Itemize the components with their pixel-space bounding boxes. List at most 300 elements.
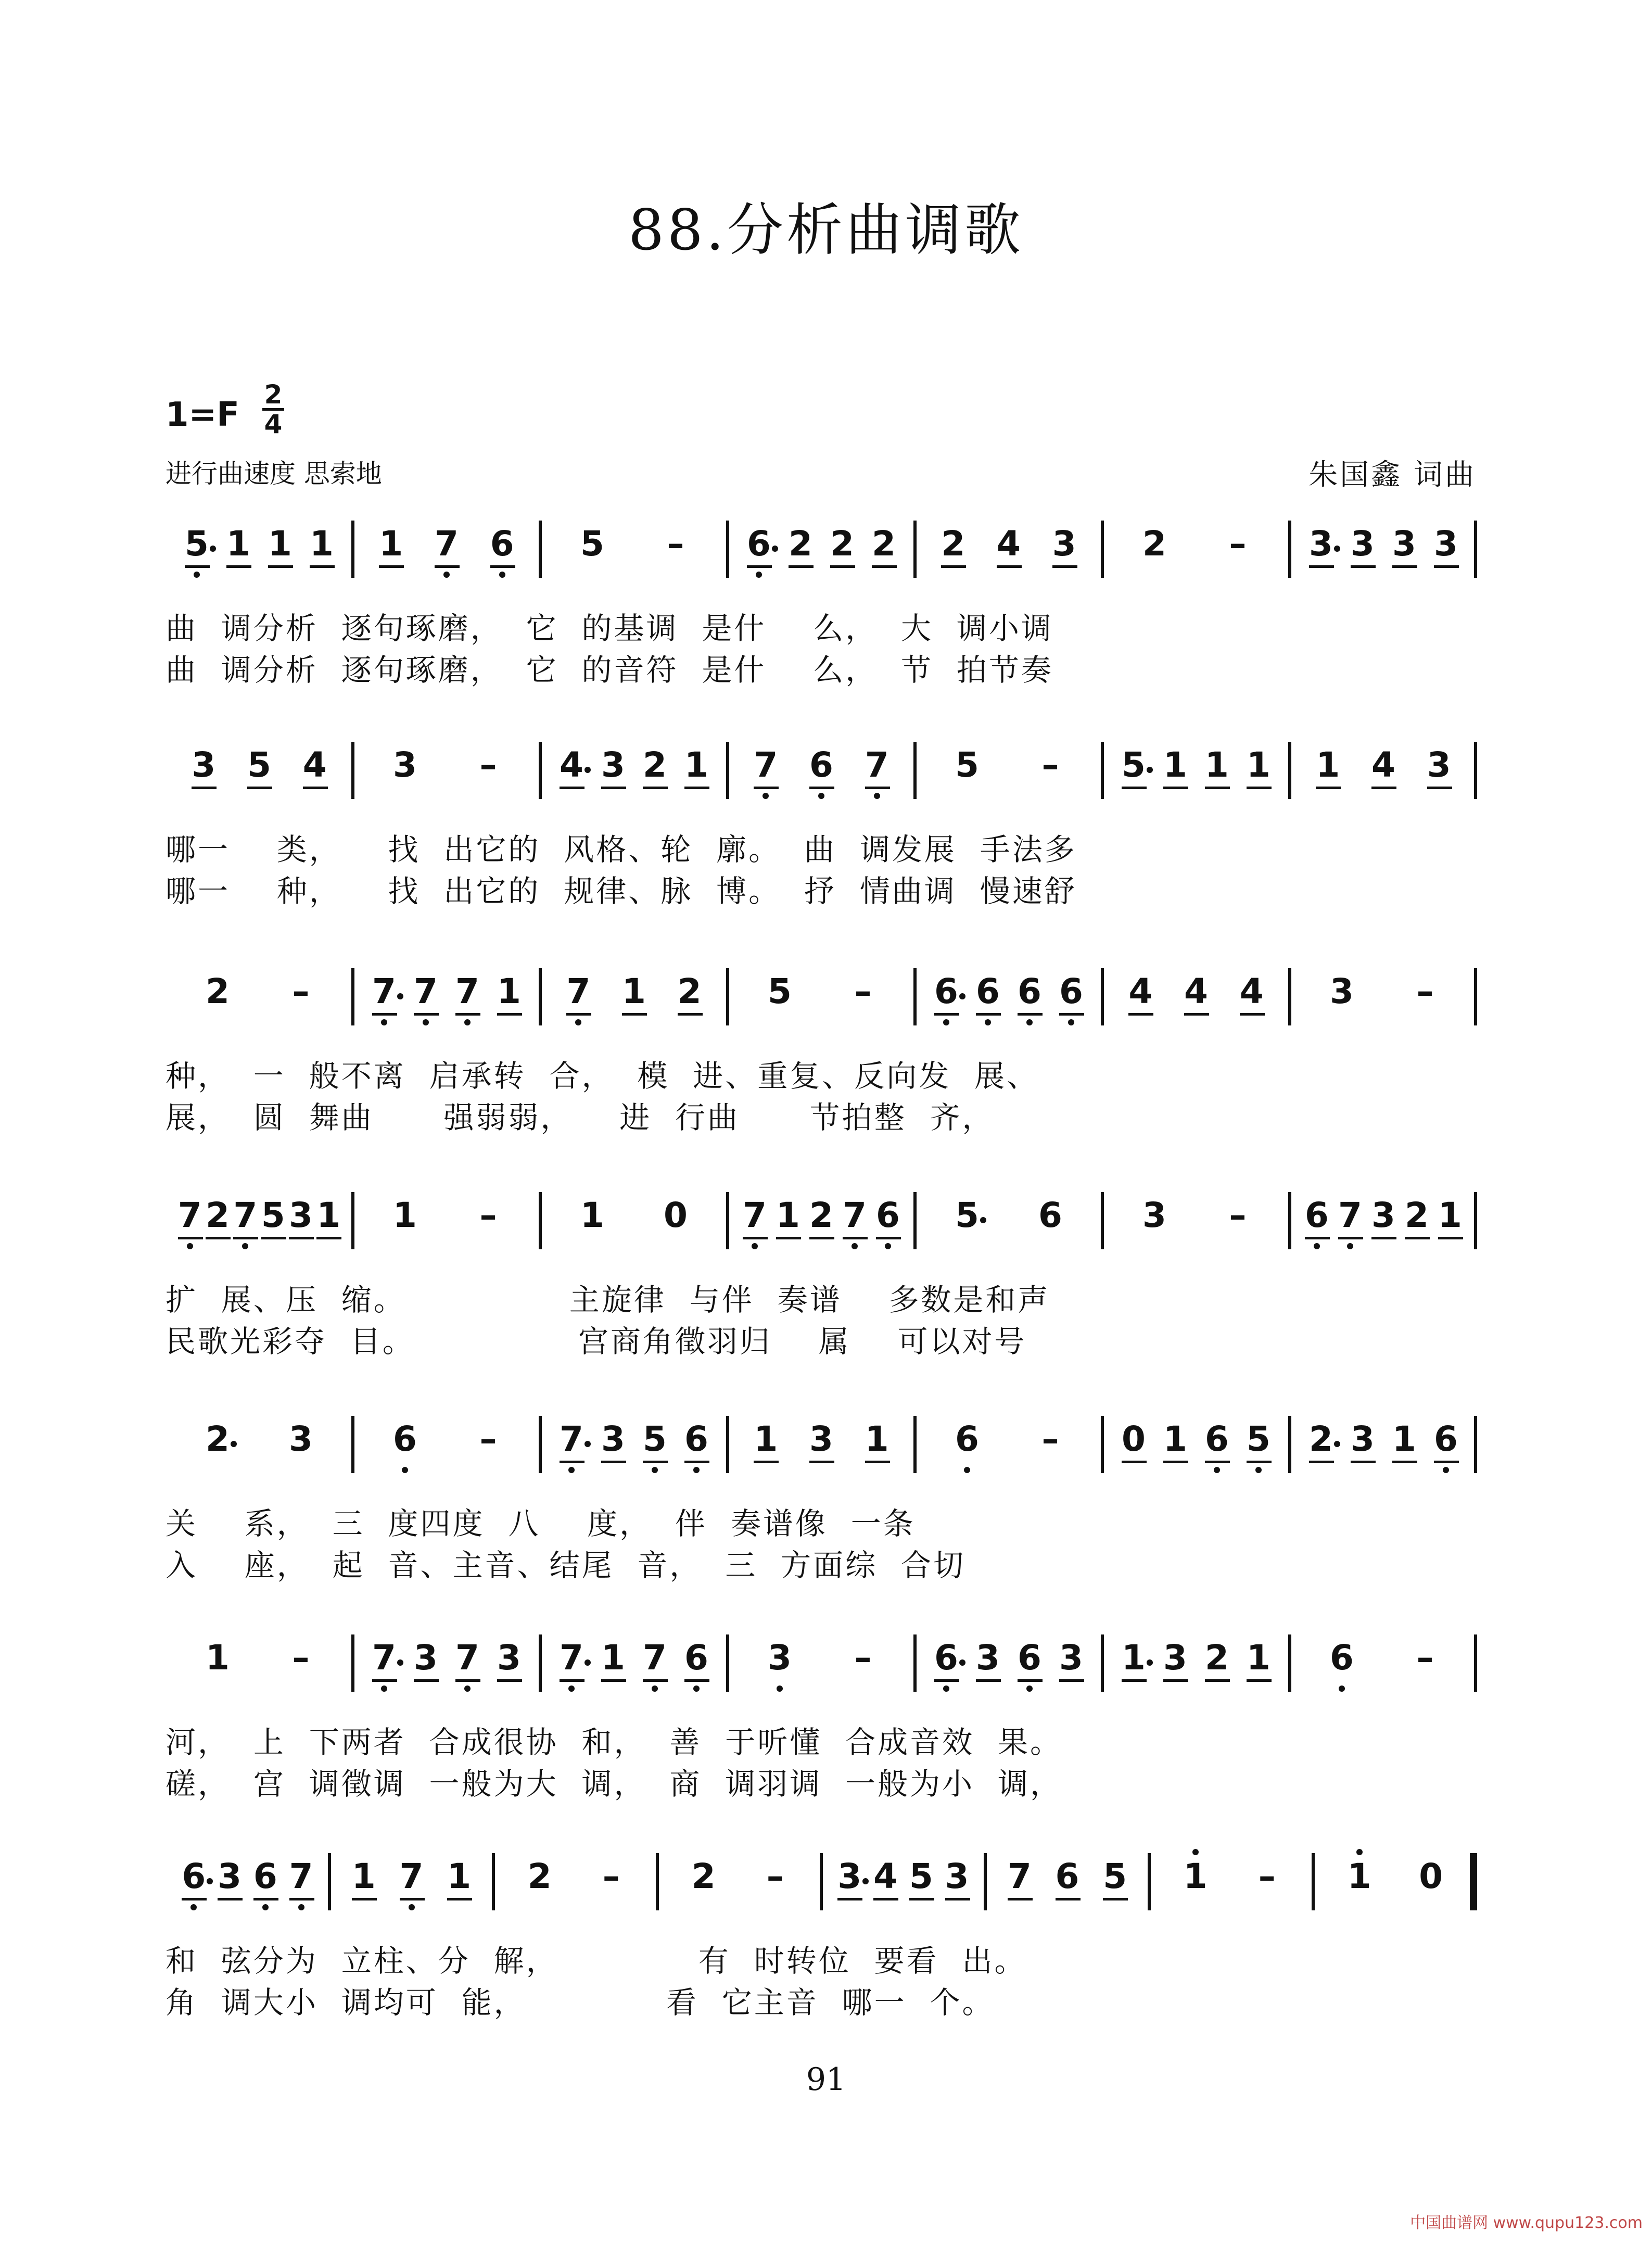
tempo-marking: 进行曲速度 思索地 [166, 459, 382, 489]
beam-underline [1309, 565, 1334, 568]
augmentation-dot [584, 767, 591, 773]
low-octave-dot [381, 1686, 387, 1692]
beam-underline [1247, 1679, 1272, 1682]
note: 4 [1128, 971, 1153, 1011]
score-system-2 [166, 742, 1477, 908]
note: 7 [1007, 1856, 1032, 1896]
low-octave-dot [818, 793, 824, 799]
barline [726, 968, 729, 1025]
barline [726, 1634, 729, 1692]
barline [913, 1416, 917, 1473]
barline [820, 1853, 823, 1910]
note: 7 [435, 524, 459, 564]
barline [1148, 1853, 1151, 1910]
low-octave-dot [1255, 1467, 1262, 1473]
low-octave-dot [464, 1019, 471, 1025]
beam-underline [876, 1237, 901, 1239]
low-octave-dot [443, 572, 450, 578]
note: 6 [747, 524, 771, 564]
lyrics-verse-2: 民歌光彩夺 目。 宫商角徵羽归 属 可以对号 [166, 1324, 1027, 1359]
note: 2 [206, 1195, 230, 1235]
dash-note: – [479, 745, 497, 785]
note: 7 [372, 1638, 396, 1678]
beam-underline [566, 1013, 591, 1016]
augmentation-dot [980, 1217, 986, 1223]
beam-underline [1371, 1237, 1396, 1239]
beam-underline [316, 1237, 341, 1239]
augmentation-dot [584, 1659, 591, 1666]
augmentation-dot [1334, 1441, 1340, 1447]
barline [726, 742, 729, 799]
low-octave-dot [852, 1243, 858, 1249]
low-octave-dot [1339, 1686, 1345, 1692]
beam-underline [233, 1237, 258, 1239]
augmentation-dot [1147, 1659, 1153, 1666]
note: 6 [1018, 971, 1041, 1011]
beam-underline [1392, 565, 1417, 568]
note: 3 [601, 1419, 625, 1459]
note: 7 [289, 1856, 313, 1896]
beam-underline [1052, 565, 1077, 568]
beam-underline [261, 1237, 286, 1239]
score-system-4 [166, 1192, 1477, 1359]
notation-row [166, 521, 1477, 578]
beam-underline [497, 1679, 522, 1682]
low-octave-dot [190, 1904, 197, 1910]
beam-underline [247, 787, 272, 789]
barline [1288, 742, 1291, 799]
augmentation-dot [1147, 767, 1153, 773]
dash-note: – [667, 524, 684, 564]
beam-underline [372, 1679, 397, 1682]
low-octave-dot [1314, 1243, 1320, 1249]
barline [539, 1416, 542, 1473]
note: 6 [809, 745, 833, 785]
note: 1 [684, 745, 708, 785]
dash-note: – [1416, 1638, 1434, 1678]
beam-underline [218, 1898, 243, 1900]
beam-underline [455, 1679, 480, 1682]
notation-row [166, 1634, 1477, 1692]
lyrics-verse-2: 展， 圆 舞曲 强弱弱， 进 行曲 节拍整 齐， [166, 1100, 995, 1135]
barline [1101, 1634, 1104, 1692]
note: 3 [1427, 745, 1451, 785]
note: 5 [909, 1856, 933, 1896]
low-octave-dot [763, 793, 769, 799]
barline [1474, 521, 1477, 578]
low-octave-dot [943, 1019, 949, 1025]
note: 6 [976, 971, 1000, 1011]
note: 7 [566, 971, 591, 1011]
beam-underline [945, 1898, 970, 1900]
note: 6 [490, 524, 514, 564]
lyrics-verse-2: 哪一 种， 找 出它的 规律、脉 博。 抒 情曲调 慢速舒 [166, 873, 1077, 909]
note: 6 [934, 971, 958, 1011]
note: 6 [1059, 971, 1083, 1011]
note: 1 [580, 1195, 604, 1235]
beam-underline [206, 1237, 231, 1239]
note: 1 [1316, 745, 1340, 785]
note: 6 [1018, 1638, 1041, 1678]
barline [726, 1416, 729, 1473]
note: 1 [206, 1638, 230, 1678]
barline [351, 742, 354, 799]
augmentation-dot [231, 1441, 237, 1447]
barline [913, 1192, 917, 1249]
beam-underline [414, 1679, 439, 1682]
beam-underline [809, 787, 834, 789]
note: 4 [997, 524, 1021, 564]
note: 1 [497, 971, 521, 1011]
beam-underline [873, 1898, 898, 1900]
beam-underline [684, 1679, 709, 1682]
time-signature-top: 2 [264, 379, 283, 410]
note: 7 [843, 1195, 867, 1235]
beam-underline [352, 1898, 377, 1900]
note: 5 [1247, 1419, 1270, 1459]
note: 2 [1205, 1638, 1229, 1678]
note: 1 [226, 524, 250, 564]
note: 4 [873, 1856, 898, 1896]
note: 3 [945, 1856, 969, 1896]
beam-underline [743, 1237, 768, 1239]
dash-note: – [1041, 745, 1059, 785]
page-number: 91 [806, 2061, 846, 2098]
note: 6 [1205, 1419, 1229, 1459]
beam-underline [830, 565, 855, 568]
notation-row [166, 1416, 1477, 1473]
note: 2 [1309, 1419, 1333, 1459]
note: 3 [601, 745, 625, 785]
song-title: 88.分析曲调歌 [628, 198, 1024, 263]
low-octave-dot [943, 1686, 949, 1692]
beam-underline [601, 787, 626, 789]
note: 6 [182, 1856, 206, 1896]
augmentation-dot [207, 1878, 213, 1884]
note: 7 [414, 971, 438, 1011]
beam-underline [1205, 787, 1230, 789]
barline [1101, 1416, 1104, 1473]
barline [1288, 1416, 1291, 1473]
note: 5 [955, 1195, 979, 1235]
note: 7 [177, 1195, 202, 1235]
beam-underline [1163, 787, 1188, 789]
barline [1288, 1192, 1291, 1249]
beam-underline [643, 1679, 668, 1682]
note: 3 [1434, 524, 1458, 564]
beam-underline [1184, 1013, 1209, 1016]
note: 6 [1330, 1638, 1354, 1678]
note: 3 [218, 1856, 242, 1896]
barline [492, 1853, 495, 1910]
beam-underline [185, 565, 210, 568]
note: 1 [601, 1638, 625, 1678]
lyrics-verse-2: 曲 调分析 逐句琢磨， 它 的音符 是什 么， 节 拍节奏 [166, 652, 1053, 688]
barline [351, 521, 354, 578]
beam-underline [455, 1013, 480, 1016]
note: 2 [677, 971, 702, 1011]
beam-underline [1163, 1679, 1188, 1682]
note: 6 [1055, 1856, 1079, 1896]
lyrics-verse-2: 入 座， 起 音、主音、结尾 音， 三 方面综 合切 [166, 1548, 965, 1583]
beam-underline [1247, 787, 1272, 789]
low-octave-dot [752, 1243, 758, 1249]
final-barline [1470, 1853, 1477, 1910]
note: 5 [643, 1419, 667, 1459]
beam-underline [1122, 787, 1147, 789]
dash-note: – [854, 971, 872, 1011]
note: 2 [941, 524, 965, 564]
note: 2 [206, 1419, 230, 1459]
beam-underline [268, 565, 293, 568]
note: 7 [560, 1638, 583, 1678]
augmentation-dot [772, 546, 778, 552]
beam-underline [601, 1461, 626, 1463]
note: 3 [1309, 524, 1333, 564]
beam-underline [1371, 787, 1396, 789]
note: 7 [399, 1856, 424, 1896]
dash-note: – [292, 1638, 310, 1678]
high-octave-dot [1192, 1849, 1199, 1855]
barline [539, 742, 542, 799]
watermark-logo: 中国曲谱网 www.qupu123.com [1410, 2214, 1643, 2232]
beam-underline [1405, 1237, 1430, 1239]
beam-underline [865, 787, 890, 789]
beam-underline [684, 1461, 709, 1463]
note: 2 [643, 745, 667, 785]
low-octave-dot [1026, 1019, 1033, 1025]
note: 2 [1405, 1195, 1429, 1235]
beam-underline [1056, 1898, 1081, 1900]
beam-underline [789, 565, 814, 568]
note: 7 [1338, 1195, 1362, 1235]
barline [539, 968, 542, 1025]
barline [1288, 521, 1291, 578]
note: 1 [1183, 1856, 1208, 1896]
beam-underline [1438, 1237, 1463, 1239]
beam-underline [1240, 1013, 1265, 1016]
augmentation-dot [584, 1441, 591, 1447]
note: 7 [455, 1638, 479, 1678]
beam-underline [1392, 1461, 1417, 1463]
beam-underline [497, 1013, 522, 1016]
lyrics-verse-1: 和 弦分为 立柱、分 解， 有 时转位 要看 出。 [166, 1943, 1027, 1979]
note: 3 [837, 1856, 862, 1896]
score-system-3 [166, 968, 1477, 1135]
note: 7 [233, 1195, 258, 1235]
augmentation-dot [397, 993, 403, 999]
note: 7 [560, 1419, 583, 1459]
dash-note: – [602, 1856, 620, 1896]
note: 5 [768, 971, 792, 1011]
note: 1 [1163, 745, 1187, 785]
low-octave-dot [885, 1243, 891, 1249]
note: 6 [1434, 1419, 1458, 1459]
augmentation-dot [210, 546, 216, 552]
beam-underline [997, 565, 1022, 568]
beam-underline [776, 1237, 801, 1239]
beam-underline [182, 1898, 207, 1900]
lyrics-verse-2: 磋， 宫 调徵调 一般为大 调， 商 调羽调 一般为小 调， [166, 1766, 1062, 1802]
lyrics-verse-2: 角 调大小 调均可 能， 看 它主音 哪一 个。 [166, 1985, 995, 2020]
key-signature: 1=F [166, 396, 239, 434]
barline [984, 1853, 987, 1910]
score-system-7 [166, 1853, 1477, 2020]
barline [1288, 1634, 1291, 1692]
beam-underline [684, 787, 709, 789]
note: 3 [192, 745, 216, 785]
low-octave-dot [402, 1467, 408, 1473]
barline [351, 1416, 354, 1473]
beam-underline [1309, 1461, 1334, 1463]
low-octave-dot [568, 1467, 575, 1473]
note: 5 [185, 524, 209, 564]
note: 3 [1351, 524, 1375, 564]
high-octave-dot [1356, 1849, 1363, 1855]
beam-underline [400, 1898, 425, 1900]
notation-row [166, 968, 1477, 1025]
barline [1288, 968, 1291, 1025]
beam-underline [1351, 1461, 1376, 1463]
note: 3 [497, 1638, 521, 1678]
note: 7 [643, 1638, 667, 1678]
dash-note: – [1229, 524, 1247, 564]
note: 5 [1122, 745, 1146, 785]
low-octave-dot [409, 1904, 415, 1910]
beam-underline [601, 1679, 626, 1682]
beam-underline [1351, 565, 1376, 568]
lyrics-verse-1: 种， 一 般不离 启承转 合， 模 进、重复、反向发 展、 [166, 1058, 1039, 1094]
low-octave-dot [964, 1467, 970, 1473]
note: 1 [1247, 1638, 1270, 1678]
beam-underline [643, 1461, 668, 1463]
low-octave-dot [1214, 1467, 1220, 1473]
beam-underline [414, 1013, 439, 1016]
note: 3 [1351, 1419, 1375, 1459]
note: 6 [934, 1638, 958, 1678]
beam-underline [303, 787, 328, 789]
beam-underline [754, 787, 779, 789]
low-octave-dot [1068, 1019, 1074, 1025]
low-octave-dot [693, 1467, 700, 1473]
barline [1101, 521, 1104, 578]
low-octave-dot [499, 572, 505, 578]
notation-row [166, 742, 1477, 799]
beam-underline [310, 565, 335, 568]
beam-underline [941, 565, 966, 568]
beam-underline [843, 1237, 868, 1239]
augmentation-dot [1334, 546, 1340, 552]
note: 1 [1163, 1419, 1187, 1459]
note: 3 [1052, 524, 1076, 564]
low-octave-dot [652, 1686, 658, 1692]
note: 7 [865, 745, 889, 785]
note: 3 [1392, 524, 1416, 564]
beam-underline [1122, 1679, 1147, 1682]
barline [656, 1853, 659, 1910]
barline [1474, 1192, 1477, 1249]
dash-note: – [766, 1856, 784, 1896]
beam-underline [1205, 1461, 1230, 1463]
beam-underline [560, 787, 584, 789]
note: 2 [206, 971, 230, 1011]
dash-note: – [292, 971, 310, 1011]
beam-underline [976, 1013, 1001, 1016]
low-octave-dot [381, 1019, 387, 1025]
note: 5 [955, 745, 979, 785]
barline [351, 968, 354, 1025]
note: 1 [754, 1419, 778, 1459]
augmentation-dot [959, 993, 965, 999]
note: 3 [1059, 1638, 1083, 1678]
note: 1 [351, 1856, 376, 1896]
barline [328, 1853, 331, 1910]
score-system-5 [166, 1416, 1477, 1582]
barline [1101, 968, 1104, 1025]
note: 5 [580, 524, 604, 564]
barline [1474, 1416, 1477, 1473]
note: 2 [830, 524, 854, 564]
beam-underline [1128, 1013, 1153, 1016]
note: 3 [414, 1638, 438, 1678]
beam-underline [435, 565, 460, 568]
low-octave-dot [464, 1686, 471, 1692]
beam-underline [1305, 1237, 1330, 1239]
low-octave-dot [652, 1467, 658, 1473]
beam-underline [1018, 1013, 1043, 1016]
barline [913, 742, 917, 799]
low-octave-dot [423, 1019, 429, 1025]
beam-underline [934, 1013, 959, 1016]
barline [351, 1634, 354, 1692]
note: 1 [316, 1195, 341, 1235]
note: 3 [1163, 1638, 1187, 1678]
note: 1 [1347, 1856, 1371, 1896]
beam-underline [1205, 1679, 1230, 1682]
dash-note: – [854, 1638, 872, 1678]
beam-underline [1434, 1461, 1459, 1463]
beam-underline [872, 565, 897, 568]
beam-underline [560, 1679, 584, 1682]
low-octave-dot [1026, 1686, 1033, 1692]
beam-underline [837, 1898, 862, 1900]
low-octave-dot [1443, 1467, 1449, 1473]
lyrics-verse-1: 关 系， 三 度四度 八 度， 伴 奏谱像 一条 [166, 1506, 916, 1541]
author-credit: 朱国鑫 词曲 [1308, 458, 1476, 492]
note: 7 [754, 745, 778, 785]
note: 3 [1142, 1195, 1166, 1235]
beam-underline [1059, 1679, 1084, 1682]
barline [1474, 1634, 1477, 1692]
note: 1 [776, 1195, 800, 1235]
beam-underline [379, 565, 404, 568]
beam-underline [192, 787, 217, 789]
note: 7 [372, 971, 396, 1011]
note: 3 [289, 1195, 313, 1235]
barline [539, 1634, 542, 1692]
dash-note: – [1229, 1195, 1247, 1235]
note: 1 [865, 1419, 889, 1459]
beam-underline [976, 1679, 1001, 1682]
note: 3 [393, 745, 417, 785]
beam-underline [865, 1461, 890, 1463]
augmentation-dot [959, 1659, 965, 1666]
barline [1101, 1192, 1104, 1249]
beam-underline [809, 1237, 834, 1239]
dash-note: – [479, 1195, 497, 1235]
note: 2 [691, 1856, 716, 1896]
dash-note: – [1041, 1419, 1059, 1459]
